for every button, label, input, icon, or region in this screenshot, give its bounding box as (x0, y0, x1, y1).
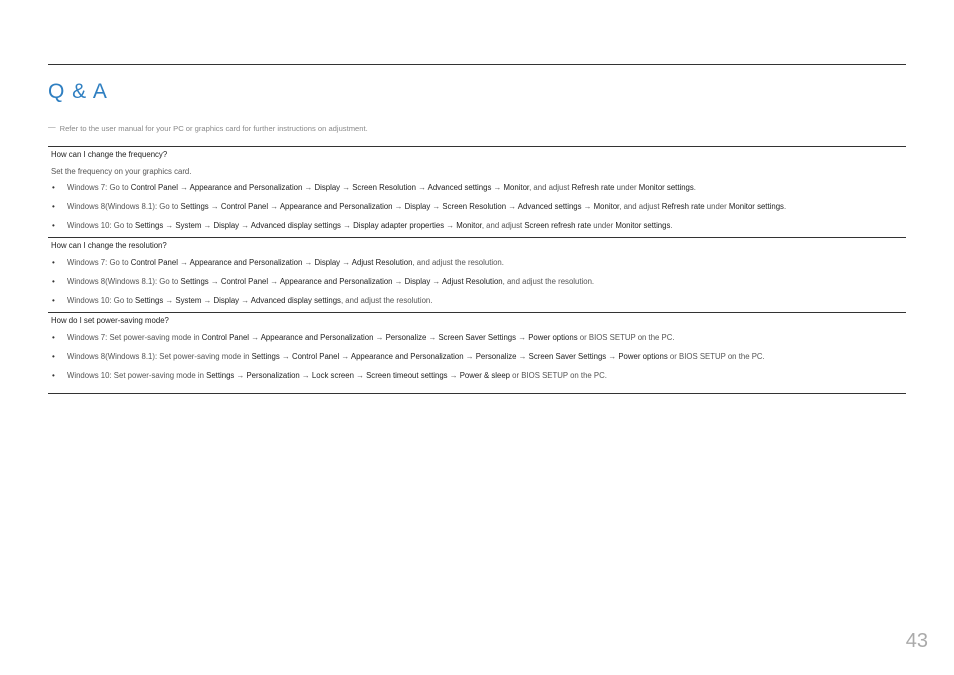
menu-path-term: Monitor settings (638, 183, 694, 192)
answer-text: → (163, 221, 176, 230)
bullet-icon: • (52, 371, 55, 380)
top-divider (48, 64, 906, 65)
answer-text: → (491, 183, 504, 192)
answer-text: → (392, 202, 405, 211)
menu-path-term: Personalization (246, 371, 300, 380)
menu-path-term: Display (314, 183, 341, 192)
menu-path-term: Control Panel (130, 258, 178, 267)
answer-text: , and adjust the resolution. (340, 296, 433, 305)
answer-text: → (430, 202, 443, 211)
menu-path-term: Display (404, 277, 431, 286)
bullet-icon: • (52, 296, 55, 305)
menu-path-term: Control Panel (220, 202, 269, 211)
menu-path-term: Settings (180, 277, 209, 286)
menu-path-term: Appearance and Personalization (189, 258, 303, 267)
answer-text: . (783, 202, 787, 211)
menu-path-term: Screen Saver Settings (438, 333, 517, 342)
bullet-icon: • (52, 221, 55, 230)
menu-path-term: Control Panel (220, 277, 269, 286)
menu-path-term: Appearance and Personalization (350, 352, 464, 361)
menu-path-term: Monitor settings (615, 221, 671, 230)
answer-text: → (447, 371, 460, 380)
answer-text: → (353, 371, 367, 380)
bullet-icon: • (52, 277, 55, 286)
menu-path-term: Advanced settings (427, 183, 492, 192)
answer-text: Windows 8(Windows 8.1): Go to (67, 277, 181, 286)
answer-text: → (516, 352, 529, 361)
answer-text: Windows 10: Set power-saving mode in (67, 371, 207, 380)
qa-section (48, 312, 906, 394)
answer-text: under (591, 221, 616, 230)
answer-text: . (670, 221, 673, 230)
qa-section (48, 237, 906, 312)
qa-section (48, 146, 906, 237)
answer-text: Windows 8(Windows 8.1): Go to (67, 202, 181, 211)
answer-text: → (373, 333, 386, 342)
answer-list-item (48, 333, 906, 343)
answer-text: Windows 7: Set power-saving mode in (67, 333, 202, 342)
answer-text: → (463, 352, 476, 361)
answer-list (48, 258, 906, 306)
menu-path-term: Adjust Resolution (351, 258, 413, 267)
menu-path-term: Personalize (385, 333, 427, 342)
menu-path-term: System (175, 296, 202, 305)
answer-text: or BIOS SETUP on the PC. (510, 371, 607, 380)
question-text: How can I change the frequency? (51, 150, 168, 159)
menu-path-term: System (175, 221, 202, 230)
answer-text: → (201, 221, 214, 230)
answer-list-item (48, 221, 906, 231)
answer-list-item (48, 352, 906, 362)
menu-path-term: Screen timeout settings (366, 371, 448, 380)
answer-text: under (614, 183, 639, 192)
answer-text: → (340, 258, 352, 267)
answer-text: → (302, 258, 315, 267)
bullet-icon: • (52, 202, 55, 211)
answer-text: , and adjust (529, 183, 572, 192)
menu-path-term: Power & sleep (459, 371, 510, 380)
answer-text: → (299, 371, 312, 380)
answer-list-item (48, 277, 906, 287)
answer-text: → (249, 333, 261, 342)
answer-text: → (426, 333, 439, 342)
note-text: Refer to the user manual for your PC or graphics card for further instructions on adjustment. (59, 124, 368, 133)
menu-path-term: Advanced display settings (250, 296, 341, 305)
answer-text: or BIOS SETUP on the PC. (667, 352, 765, 361)
answer-text: , and adjust (481, 221, 525, 230)
answer-text: Windows 8(Windows 8.1): Set power-saving mode in (67, 352, 252, 361)
answer-text: → (606, 352, 619, 361)
answer-text: → (415, 183, 428, 192)
menu-path-term: Personalize (475, 352, 517, 361)
answer-text: → (302, 183, 315, 192)
answer-list (48, 333, 906, 381)
answer-text: Windows 10: Go to (67, 221, 136, 230)
menu-path-term: Screen Resolution (442, 202, 507, 211)
answer-text: → (177, 183, 190, 192)
menu-path-term: Settings (180, 202, 209, 211)
menu-path-term: Screen Resolution (352, 183, 416, 192)
menu-path-term: Display (213, 221, 240, 230)
question-text: How can I change the resolution? (51, 241, 167, 250)
answer-text: → (516, 333, 529, 342)
answer-text: → (163, 296, 176, 305)
answer-text: → (268, 277, 280, 286)
answer-text: → (506, 202, 518, 211)
adjustment-note (48, 124, 368, 133)
menu-path-term: Settings (135, 221, 164, 230)
menu-path-term: Refresh rate (661, 202, 705, 211)
answer-text: → (208, 202, 221, 211)
menu-path-term: Control Panel (201, 333, 250, 342)
answer-text: → (340, 183, 353, 192)
qa-list (48, 146, 906, 394)
menu-path-term: Adjust Resolution (441, 277, 503, 286)
menu-path-term: Power options (528, 333, 578, 342)
menu-path-term: Settings (251, 352, 280, 361)
menu-path-term: Screen refresh rate (524, 221, 592, 230)
menu-path-term: Screen Saver Settings (528, 352, 607, 361)
menu-path-term: Power options (618, 352, 668, 361)
menu-path-term: Advanced settings (517, 202, 582, 211)
answer-text: , and adjust the resolution. (412, 258, 504, 267)
answer-text: , and adjust (619, 202, 662, 211)
answer-list-item (48, 202, 906, 212)
menu-path-term: Display (404, 202, 431, 211)
menu-path-term: Appearance and Personalization (189, 183, 303, 192)
menu-path-term: Display (213, 296, 240, 305)
menu-path-term: Settings (206, 371, 235, 380)
menu-path-term: Monitor (593, 202, 620, 211)
answer-text: , and adjust the resolution. (502, 277, 595, 286)
answer-text: → (392, 277, 405, 286)
answer-text: → (444, 221, 457, 230)
answer-list-item (48, 183, 906, 193)
answer-text: → (239, 221, 251, 230)
question-text: How do I set power-saving mode? (51, 316, 169, 325)
menu-path-term: Monitor settings (728, 202, 784, 211)
menu-path-term: Appearance and Personalization (279, 277, 393, 286)
answer-text: → (268, 202, 280, 211)
menu-path-term: Refresh rate (571, 183, 615, 192)
answer-text: → (581, 202, 594, 211)
bullet-icon: • (52, 258, 55, 267)
answer-text: → (239, 296, 251, 305)
answer-text: → (177, 258, 190, 267)
menu-path-term: Display adapter properties (353, 221, 445, 230)
answer-text: → (340, 221, 354, 230)
answer-list-item (48, 258, 906, 268)
bullet-icon: • (52, 183, 55, 192)
bullet-icon: • (52, 352, 55, 361)
answer-text: → (279, 352, 292, 361)
page-number: 43 (905, 630, 928, 652)
answer-text: → (339, 352, 351, 361)
answer-text: Windows 10: Go to (67, 296, 136, 305)
page-title: Q & A (48, 80, 108, 103)
answer-list-item (48, 371, 906, 381)
menu-path-term: Control Panel (130, 183, 178, 192)
answer-list-item (48, 296, 906, 306)
menu-path-term: Monitor (503, 183, 530, 192)
menu-path-term: Control Panel (291, 352, 340, 361)
answer-text: Windows 7: Go to (67, 258, 131, 267)
note-dash-icon: — (48, 122, 56, 131)
answer-list (48, 183, 906, 231)
answer-text: . (693, 183, 696, 192)
answer-text: under (704, 202, 729, 211)
answer-text: → (201, 296, 214, 305)
answer-text: → (208, 277, 221, 286)
answer-text: or BIOS SETUP on the PC. (577, 333, 675, 342)
answer-text: → (430, 277, 442, 286)
bullet-icon: • (52, 333, 55, 342)
menu-path-term: Monitor (456, 221, 482, 230)
answer-text: → (234, 371, 247, 380)
menu-path-term: Settings (135, 296, 164, 305)
menu-path-term: Lock screen (311, 371, 354, 380)
answer-text: Windows 7: Go to (67, 183, 131, 192)
menu-path-term: Appearance and Personalization (260, 333, 374, 342)
menu-path-term: Display (314, 258, 341, 267)
menu-path-term: Advanced display settings (250, 221, 341, 230)
menu-path-term: Appearance and Personalization (279, 202, 393, 211)
answer-intro: Set the frequency on your graphics card. (51, 167, 192, 176)
